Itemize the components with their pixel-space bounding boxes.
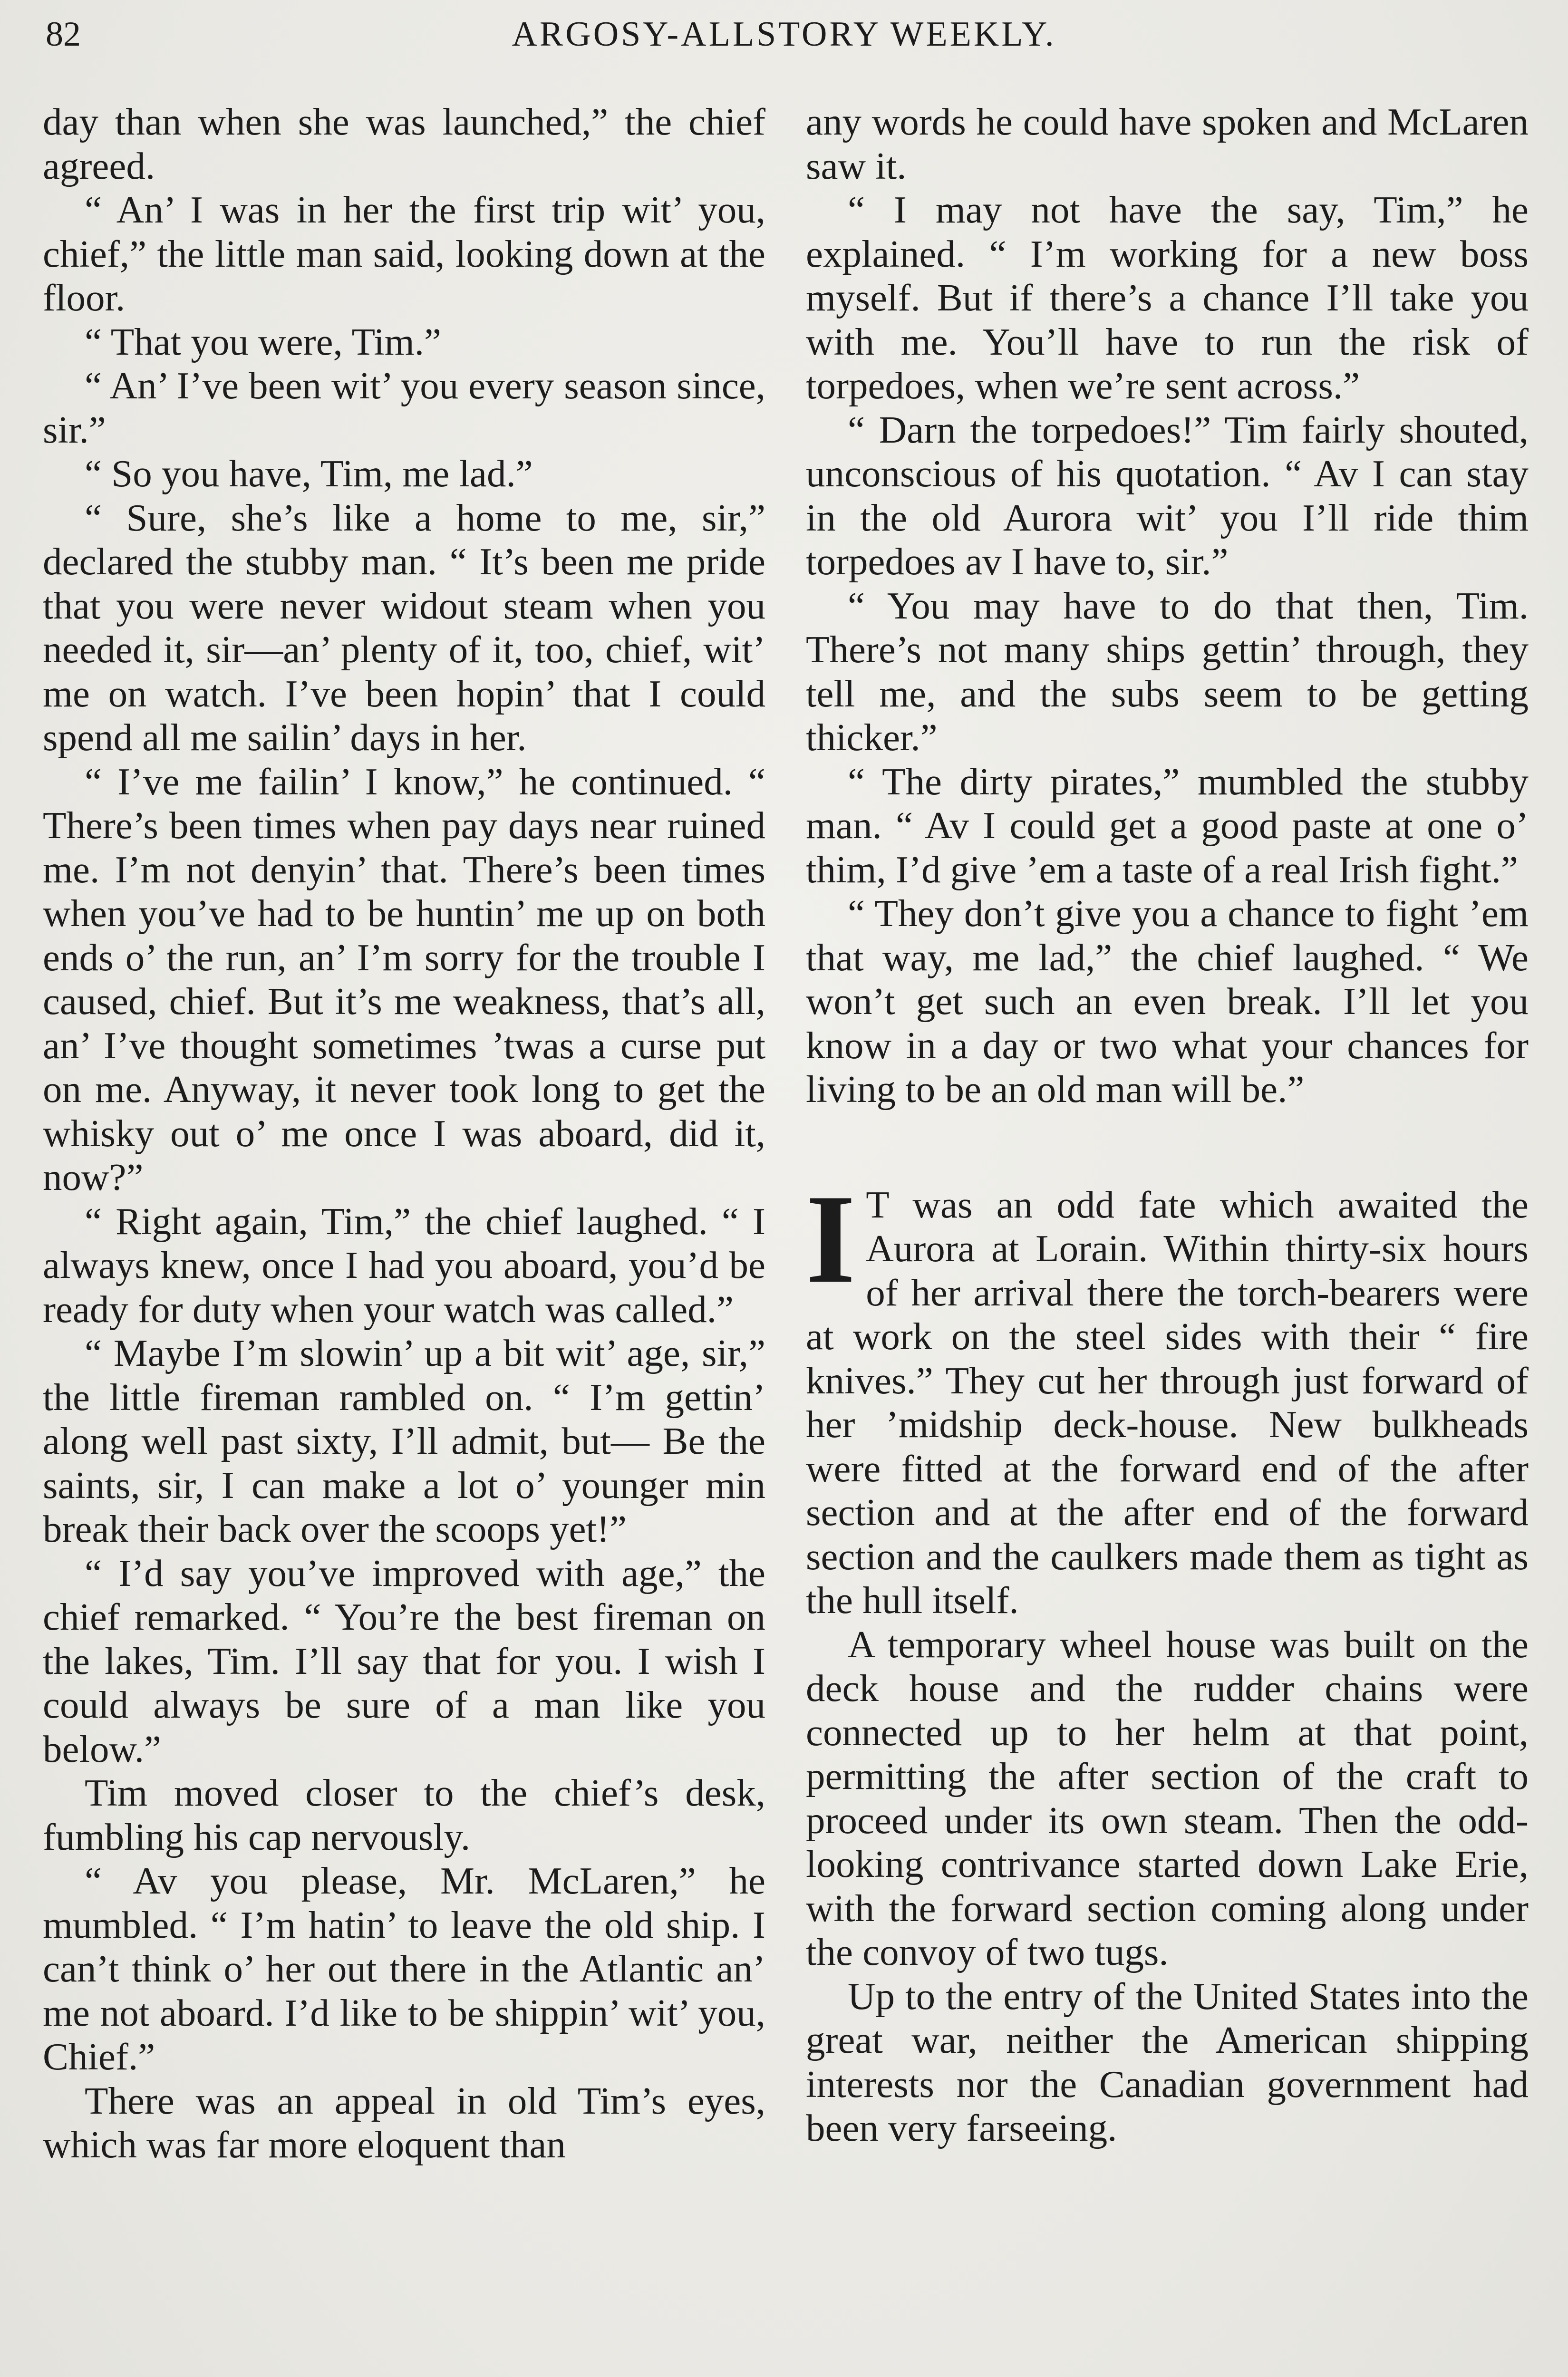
paragraph: “ You may have to do that then, Tim. There’s not many ships gettin’ through, they tell me, and the subs seem to be getting thicker.” bbox=[806, 584, 1529, 759]
paragraph: “ The dirty pirates,” mumbled the stubby man. “ Av I could get a good paste at one o’ thim, I’d give ’em a taste of a real Irish fight.” bbox=[806, 760, 1529, 891]
paragraph: Up to the entry of the United States into the great war, neither the American shipping interests nor the Canadian government had been very farseeing. bbox=[806, 1974, 1529, 2149]
paragraph: “ Sure, she’s like a home to me, sir,” declared the stubby man. “ It’s been me pride that you were never widout steam when you needed it, sir—an’ plenty of it, too, chief, wit’ me on watch. I’ve been hopin’ that I could spend all me sailin’ days in her. bbox=[43, 496, 765, 759]
paragraph: There was an appeal in old Tim’s eyes, which was far more eloquent than bbox=[43, 2079, 765, 2166]
left-column bbox=[43, 100, 765, 2167]
paragraph: A temporary wheel house was built on the deck house and the rudder chains were connected up to her helm at that point, permitting the after section of the craft to proceed under its own steam. Then the odd-looking contrivance started down Lake Erie, with the forward section coming along under the convoy of two tugs. bbox=[806, 1623, 1529, 1973]
paragraph: “ I may not have the say, Tim,” he explained. “ I’m working for a new boss myself. But if there’s a chance I’ll take you with me. You’ll have to run the risk of torpedoes, when we’re sent across.” bbox=[806, 188, 1529, 407]
running-title: ARGOSY-ALLSTORY WEEKLY. bbox=[512, 15, 1056, 54]
paragraph: “ An’ I’ve been wit’ you every season since, sir.” bbox=[43, 364, 765, 451]
paragraph: “ Right again, Tim,” the chief laughed. “ I always knew, once I had you aboard, you’d be ready for duty when your watch was called.” bbox=[43, 1199, 765, 1331]
paragraph: “ An’ I was in her the first trip wit’ you, chief,” the little man said, looking down at the floor. bbox=[43, 188, 765, 319]
paragraph: “ That you were, Tim.” bbox=[85, 320, 441, 363]
paragraph: day than when she was launched,” the chief agreed. bbox=[43, 100, 765, 187]
paragraph: Tim moved closer to the chief’s desk, fumbling his cap nervously. bbox=[43, 1771, 765, 1858]
paragraph: “ They don’t give you a chance to fight ’em that way, me lad,” the chief laughed. “ We won’t get such an even break. I’ll let you know in a day or two what your chances for living to be an old man will be.” bbox=[806, 892, 1529, 1111]
paragraph: “ I’ve me failin’ I know,” he continued. “ There’s been times when pay days near ruined me. I’m not denyin’ that. There’s been times when you’ve had to be huntin’ me up on both ends o’ the run, an’ I’m sorry for the trouble I caused, chief. But it’s me weakness, that’s all, an’ I’ve thought sometimes ’twas a curse put on me. Anyway, it never took long to get the whisky out o’ me once I was aboard, did it, now?” bbox=[43, 760, 765, 1198]
page-header bbox=[46, 10, 1522, 58]
paragraph: “ Maybe I’m slowin’ up a bit wit’ age, sir,” the little fireman rambled on. “ I’m gettin’ along well past sixty, I’ll admit, but— Be the saints, sir, I can make a lot o’ younger min break their back over the scoops yet!” bbox=[43, 1332, 765, 1550]
drop-cap-paragraph: IT was an odd fate which awaited the Aurora at Lorain. Within thirty-six hours of her arrival there the torch-bearers were at work on the steel sides with their “ fire knives.” They cut her through just forward of her ’midship deck-house. New bulkheads were fitted at the forward end of the after section and at the after end of the forward section and the caulkers made them as tight as the hull itself. bbox=[806, 1168, 1529, 1622]
paragraph: “ I’d say you’ve improved with age,” the chief remarked. “ You’re the best fireman on the lakes, Tim. I’ll say that for you. I wish I could always be sure of a man like you below.” bbox=[43, 1551, 765, 1770]
paragraph: any words he could have spoken and McLaren saw it. bbox=[806, 100, 1529, 187]
page-number: 82 bbox=[46, 15, 81, 54]
paragraph: “ Av you please, Mr. McLaren,” he mumbled. “ I’m hatin’ to leave the old ship. I can’t think o’ her out there in the Atlantic an’ me not aboard. I’d like to be shippin’ wit’ you, Chief.” bbox=[43, 1859, 765, 2078]
right-column bbox=[806, 100, 1529, 2150]
paragraph: “ So you have, Tim, me lad.” bbox=[85, 452, 533, 495]
paragraph: “ Darn the torpedoes!” Tim fairly shouted, unconscious of his quotation. “ Av I can stay in the old Aurora wit’ you I’ll ride thim torpedoes av I have to, sir.” bbox=[806, 408, 1529, 583]
section-break bbox=[806, 1111, 1529, 1183]
